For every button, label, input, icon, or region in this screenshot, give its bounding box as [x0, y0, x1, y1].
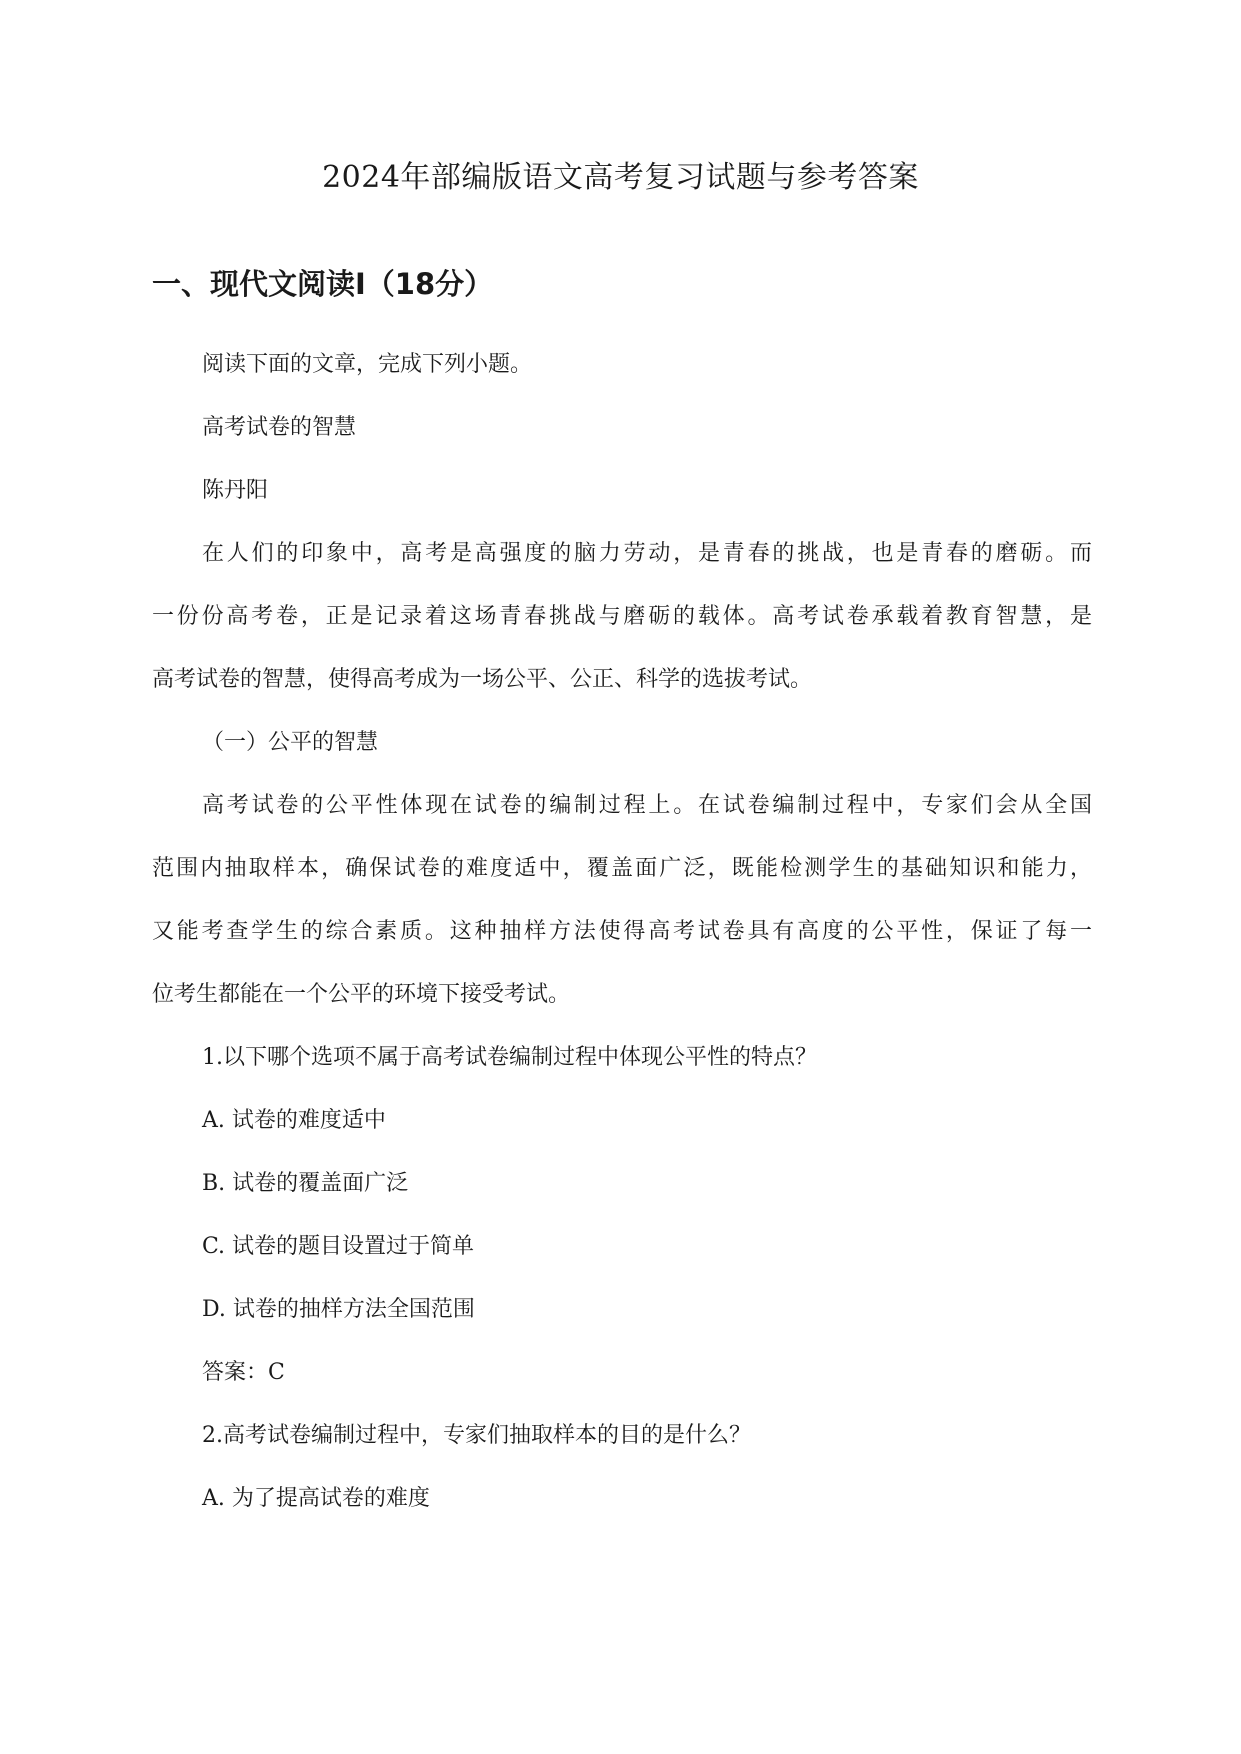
- section-heading: 一、现代文阅读Ⅰ（18分）: [152, 267, 494, 301]
- paragraph-2-line-1: 高考试卷的公平性体现在试卷的编制过程上。在试卷编制过程中，专家们会从全国: [202, 793, 1092, 818]
- document-title: 2024年部编版语文高考复习试题与参考答案: [322, 160, 919, 195]
- question-1-option-b: B. 试卷的覆盖面广泛: [202, 1171, 409, 1196]
- question-1-option-c: C. 试卷的题目设置过于简单: [202, 1234, 475, 1259]
- question-1-option-a: A. 试卷的难度适中: [202, 1108, 386, 1133]
- paragraph-2-line-2: 范围内抽取样本，确保试卷的难度适中，覆盖面广泛，既能检测学生的基础知识和能力，: [152, 856, 1092, 881]
- question-1-option-d: D. 试卷的抽样方法全国范围: [202, 1297, 475, 1322]
- article-title: 高考试卷的智慧: [202, 415, 357, 440]
- paragraph-1-line-2: 一份份高考卷，正是记录着这场青春挑战与磨砺的载体。高考试卷承载着教育智慧，是: [152, 604, 1092, 629]
- paragraph-2-line-3: 又能考查学生的综合素质。这种抽样方法使得高考试卷具有高度的公平性，保证了每一: [152, 919, 1092, 944]
- subheading-fairness: （一）公平的智慧: [202, 730, 379, 755]
- paragraph-2-line-4: 位考生都能在一个公平的环境下接受考试。: [152, 982, 571, 1007]
- reading-instruction: 阅读下面的文章，完成下列小题。: [202, 352, 533, 377]
- question-1-stem: 1.以下哪个选项不属于高考试卷编制过程中体现公平性的特点？: [202, 1045, 817, 1070]
- paragraph-1-line-1: 在人们的印象中，高考是高强度的脑力劳动，是青春的挑战，也是青春的磨砺。而: [202, 541, 1092, 566]
- article-author: 陈丹阳: [202, 478, 269, 503]
- paragraph-1-line-3: 高考试卷的智慧，使得高考成为一场公平、公正、科学的选拔考试。: [152, 667, 813, 692]
- question-2-stem: 2.高考试卷编制过程中，专家们抽取样本的目的是什么？: [202, 1423, 751, 1448]
- question-2-option-a: A. 为了提高试卷的难度: [202, 1486, 430, 1511]
- question-1-answer: 答案：C: [202, 1360, 285, 1385]
